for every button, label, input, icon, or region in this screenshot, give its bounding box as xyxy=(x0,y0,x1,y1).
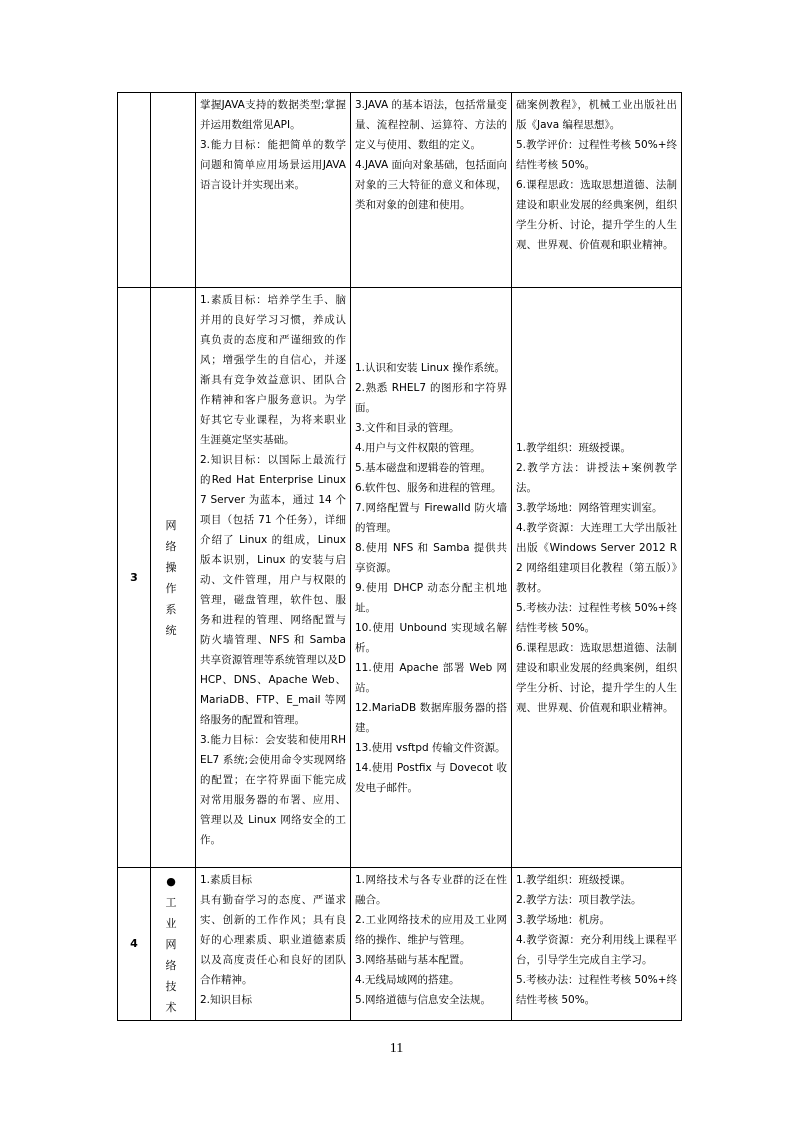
content-item: 2.工业网络技术的应用及工业网络的操作、维护与管理。 xyxy=(355,914,507,946)
objective-item: 掌握JAVA支持的数据类型;掌握并运用数组常见API。 xyxy=(200,99,346,131)
requirement-item: 5.考核办法：过程性考核 50%+终结性考核 50%。 xyxy=(516,974,677,1006)
content-item: 3.网络基础与基本配置。 xyxy=(355,954,471,966)
requirement-item: 1.教学组织：班级授课。 xyxy=(516,441,632,454)
content-item: 5.网络道德与信息安全法规。 xyxy=(355,994,492,1006)
course-name xyxy=(151,93,196,288)
requirement-item: 5.考核办法：过程性考核 50%+终结性考核 50%。 xyxy=(516,601,677,634)
course-table xyxy=(117,92,682,1021)
content-item: 9.使用 DHCP 动态分配主机地址。 xyxy=(355,581,507,614)
table-row xyxy=(118,288,682,868)
course-content xyxy=(351,93,512,288)
objective-item: 具有勤奋学习的态度、严谨求实、创新的工作作风；具有良好的心理素质、职业道德素质以及高度责任心和良好的团队合作精神。 xyxy=(200,894,346,986)
content-item: 2.熟悉 RHEL7 的图形和字符界面。 xyxy=(355,381,507,414)
objective-item: 2.知识目标 xyxy=(200,994,253,1006)
content-item: 1.网络技术与各专业群的泛在性融合。 xyxy=(355,874,507,906)
row-number: 3 xyxy=(118,288,151,868)
content-item: 3.JAVA 的基本语法，包括常量变量、流程控制、运算符、方法的定义与使用、数组的定义。 xyxy=(355,99,507,151)
content-item: 8.使用 NFS 和 Samba 提供共享资源。 xyxy=(355,541,507,574)
requirement-item: 2.教学方法：讲授法+案例教学法。 xyxy=(516,461,677,494)
content-item: 4.JAVA 面向对象基础，包括面向对象的三大特征的意义和体现，类和对象的创建和使用。 xyxy=(355,159,507,211)
requirement-item: 3.教学场地：机房。 xyxy=(516,914,611,926)
bullet-icon: ● xyxy=(166,874,182,888)
content-item: 5.基本磁盘和逻辑卷的管理。 xyxy=(355,461,492,474)
teaching-requirements xyxy=(512,93,682,288)
requirement-item: 础案例教程》，机械工业出版社出版《Java 编程思想》。 xyxy=(516,99,677,131)
course-content xyxy=(351,868,512,1021)
content-item: 6.软件包、服务和进程的管理。 xyxy=(355,481,502,494)
teaching-requirements xyxy=(512,868,682,1021)
content-item: 1.认识和安装 Linux 操作系统。 xyxy=(355,361,505,374)
objective-item: 3.能力目标：能把简单的数学问题和简单应用场景运用JAVA语言设计并实现出来。 xyxy=(200,139,346,191)
table-row xyxy=(118,868,682,1021)
objective-item: 1.素质目标 xyxy=(200,874,253,886)
content-item: 7.网络配置与 Firewalld 防火墙的管理。 xyxy=(355,501,507,534)
course-name-text: 工业网络技术 xyxy=(165,895,183,1014)
requirement-item: 3.教学场地：网络管理实训室。 xyxy=(516,501,663,514)
teaching-requirements xyxy=(512,288,682,868)
course-content xyxy=(351,288,512,868)
content-item: 14.使用 Postfix 与 Dovecot 收发电子邮件。 xyxy=(355,761,507,794)
requirement-item: 6.课程思政：选取思想道德、法制建设和职业发展的经典案例，组织学生分析、讨论，提升学生的人生观、世界观、价值观和职业精神。 xyxy=(516,179,677,251)
requirement-item: 1.教学组织：班级授课。 xyxy=(516,874,632,886)
requirement-item: 4.教学资源：充分利用线上课程平台，引导学生完成自主学习。 xyxy=(516,934,677,966)
content-item: 4.用户与文件权限的管理。 xyxy=(355,441,481,454)
course-objectives xyxy=(196,288,351,868)
content-item: 4.无线局域网的搭建。 xyxy=(355,974,460,986)
objective-item: 2.知识目标：以国际上最流行的Red Hat Enterprise Linux 7 Server 为蓝本，通过 14 个项目（包括 71 个任务），详细介绍了 Linux 的组成，Linux版本识别，Linux 的安装与启动、文件管理，用户与权限的管理，磁盘管理，软件包、服务和进程的管理、网络配置与防火墙管理、NFS 和 Samba 共享资源管理等系统管理以及DHCP、DNS、Apache Web、MariaDB、FTP、E_mail 等网络服务的配置和管理。 xyxy=(200,454,346,726)
requirement-item: 4.教学资源：大连理工大学出版社出版《Windows Server 2012 R2 网络组建项目化教程（第五版）》教材。 xyxy=(516,521,677,594)
requirement-item: 6.课程思政：选取思想道德、法制建设和职业发展的经典案例，组织学生分析、讨论，提升学生的人生观、世界观、价值观和职业精神。 xyxy=(516,641,677,714)
requirement-item: 2.教学方法：项目教学法。 xyxy=(516,894,642,906)
row-number: 4 xyxy=(118,868,151,1021)
content-item: 11.使用 Apache 部署 Web 网站。 xyxy=(355,661,507,694)
page-number: 11 xyxy=(389,1041,404,1056)
course-objectives xyxy=(196,93,351,288)
table-row xyxy=(118,93,682,288)
objective-item: 1.素质目标：培养学生手、脑并用的良好学习习惯，养成认真负责的态度和严谨细致的作风；增强学生的自信心，并逐渐具有竞争效益意识、团队合作精神和客户服务意识。为学好其它专业课程，为将来职业生涯奠定坚实基础。 xyxy=(200,294,346,446)
requirement-item: 5.教学评价：过程性考核 50%+终结性考核 50%。 xyxy=(516,139,677,171)
content-item: 10.使用 Unbound 实现域名解析。 xyxy=(355,621,507,654)
course-name: 网络操作系统 xyxy=(151,288,196,868)
objective-item: 3.能力目标：会安装和使用RHEL7 系统;会使用命令实现网络的配置；在字符界面下能完成对常用服务器的布署、应用、管理以及 Linux 网络安全的工作。 xyxy=(200,734,346,846)
course-objectives xyxy=(196,868,351,1021)
row-number xyxy=(118,93,151,288)
content-item: 3.文件和目录的管理。 xyxy=(355,421,460,434)
content-item: 13.使用 vsftpd 传输文件资源。 xyxy=(355,741,506,754)
content-item: 12.MariaDB 数据库服务器的搭建。 xyxy=(355,701,507,734)
course-name xyxy=(151,868,196,1021)
